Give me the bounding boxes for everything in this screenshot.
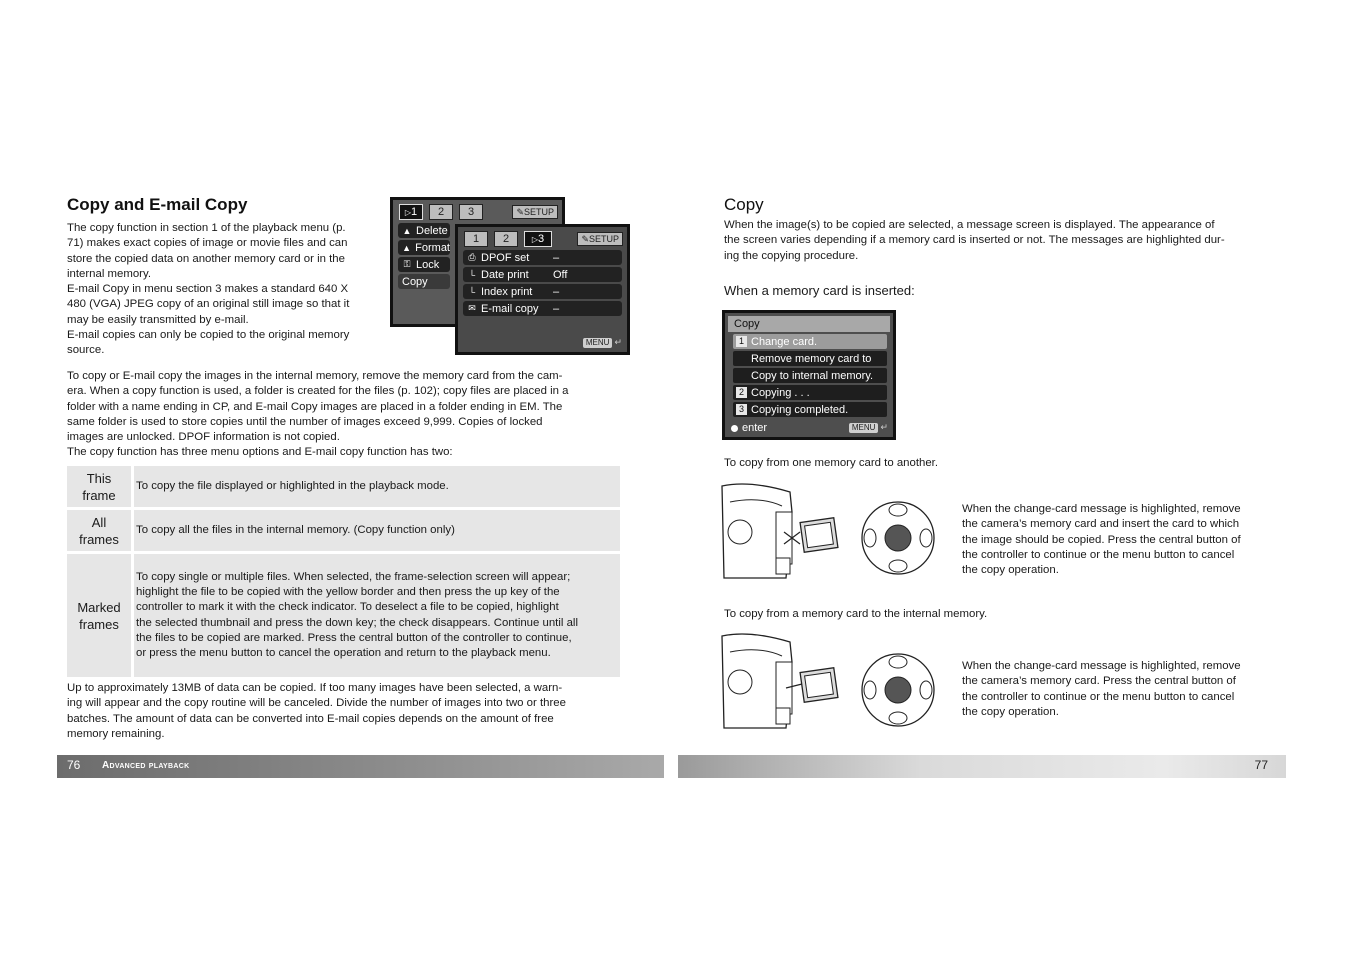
copy-step-row	[733, 351, 887, 366]
text-line: internal memory.	[67, 267, 151, 280]
page-title: Copy and E-mail Copy	[67, 195, 248, 214]
body-text	[67, 369, 627, 461]
text-line: the copy operation.	[962, 564, 1059, 577]
menu-button-badge: MENU	[583, 338, 613, 348]
text-line: the copy operation.	[962, 705, 1059, 718]
text-line: the controller to continue or the menu button to cancel	[962, 690, 1235, 703]
menu-item-date-print: └ Date print Off	[463, 267, 622, 282]
options-table	[67, 463, 620, 680]
text-line: batches. The amount of data can be converted into E-mail copies depends on the amount of free	[67, 712, 554, 725]
option-name-line: This	[86, 470, 112, 486]
option-name-line: frames	[79, 531, 119, 547]
printer-icon: ⎙	[468, 252, 476, 262]
text-line: images are unlocked. DPOF information is not copied.	[67, 431, 340, 444]
option-description-line: To copy all the files in the internal memory. (Copy function only)	[136, 523, 455, 536]
text-line: 71) makes exact copies of image or movie files and can	[67, 237, 348, 250]
option-description-line: the files to be copied are marked. Press the central button of the controller to continue,	[136, 631, 572, 644]
text-line: store the copied data on another memory card or in the	[67, 252, 345, 265]
text-line: era. When a copy function is used, a folder is created for the files (p. 102); copy files are placed in a	[67, 385, 569, 398]
option-name	[67, 510, 134, 551]
text-line: the screen varies depending if a memory card is inserted or not. The messages are highlighted dur-	[724, 234, 1225, 247]
card-to-card-heading: To copy from one memory card to another.	[724, 457, 938, 469]
text-line: E-mail Copy in menu section 3 makes a standard 640 X	[67, 283, 349, 296]
text-line: folder with a name ending in CP, and E-mail Copy images are placed in a folder ending in EM. The	[67, 400, 563, 413]
text-line: ing the copying procedure.	[724, 249, 859, 262]
card-to-internal-heading: To copy from a memory card to the internal memory.	[724, 608, 988, 620]
text-line: the camera’s memory card. Press the central button of	[962, 675, 1236, 688]
text-line: To copy or E-mail copy the images in the internal memory, remove the memory card from the cam-	[67, 370, 563, 382]
option-row	[67, 510, 620, 551]
text-line: the camera’s memory card and insert the card to which	[962, 518, 1240, 531]
text-line: The copy function has three menu options and E-mail copy function has two:	[67, 446, 453, 459]
sub-item-icon: └	[468, 269, 476, 280]
copy-step-row	[733, 402, 887, 417]
tab-2: 2	[494, 231, 518, 247]
step-text: Copying completed.	[751, 403, 849, 416]
screen-title: Copy	[728, 316, 890, 332]
text-line: source.	[67, 344, 105, 357]
option-name-line: frame	[82, 487, 116, 503]
option-description-line: highlight the file to be copied with the yellow border and then press the up key of the	[136, 585, 560, 598]
tab-3: ▷3	[524, 231, 552, 247]
footer-bar-right	[678, 755, 1286, 778]
option-description	[134, 554, 620, 677]
option-row	[67, 466, 620, 507]
section-title: Copy	[724, 195, 764, 214]
text-line: E-mail copies can only be copied to the original memory	[67, 329, 350, 342]
text-line: The copy function in section 1 of the playback menu (p.	[67, 222, 346, 234]
tab-1: ▷1	[399, 204, 423, 220]
option-description	[134, 466, 620, 507]
menu-button-badge: MENU	[849, 423, 879, 433]
footer-bar-left	[57, 755, 664, 778]
playback-menu-section3	[455, 224, 630, 355]
step-text: Copying . . .	[751, 386, 810, 399]
tab-3: 3	[459, 204, 483, 220]
warning-icon: ▲	[402, 242, 412, 253]
center-button-icon	[731, 425, 738, 432]
copy-step-row	[733, 385, 887, 400]
camera-card-remove-illustration	[720, 632, 940, 732]
subheading: When a memory card is inserted:	[724, 283, 915, 298]
option-name	[67, 466, 134, 507]
tab-2: 2	[429, 204, 453, 220]
option-description-line: To copy single or multiple files. When selected, the frame-selection screen will appear;	[136, 570, 571, 583]
page-number: 77	[1254, 758, 1268, 772]
menu-item-copy: Copy	[398, 274, 450, 289]
option-description-line: To copy the file displayed or highlighted in the playback mode.	[136, 479, 449, 492]
option-name	[67, 554, 134, 677]
text-line: the controller to continue or the menu button to cancel	[962, 548, 1235, 561]
text-line: same folder is used to store copies until the number of images exceed 9,999. Copies of locked	[67, 415, 543, 428]
option-description-line: the selected thumbnail and press the down key; the check disappears. Continue until all	[136, 616, 578, 629]
setup-tab: ✎SETUP	[512, 205, 558, 219]
tab-1: 1	[464, 231, 488, 247]
option-name-line: frames	[79, 616, 119, 632]
enter-hint: enter	[731, 422, 767, 434]
step-number: 3	[736, 404, 747, 415]
text-line: may be easily transmitted by e-mail.	[67, 313, 249, 326]
return-icon: ↵	[880, 422, 888, 432]
intro-text	[67, 221, 387, 359]
menu-item-email-copy: ✉ E-mail copy –	[463, 301, 622, 316]
copy-step-row	[733, 368, 887, 383]
option-description	[134, 510, 620, 551]
menu-item-lock: ⚿ Lock	[398, 257, 450, 272]
text-line: Up to approximately 13MB of data can be copied. If too many images have been selected, a warn-	[67, 682, 563, 694]
option-description-line: controller to mark it with the check indicator. To deselect a file to be copied, highlight	[136, 601, 559, 614]
sub-item-icon: └	[468, 286, 476, 297]
key-icon: ⚿	[403, 259, 411, 269]
option-name-line: All	[91, 514, 107, 530]
return-icon: ↵	[614, 337, 622, 347]
closing-text	[67, 681, 627, 742]
card-to-internal-description	[962, 659, 1241, 720]
section-label: Advanced playback	[102, 760, 190, 771]
option-description-line: or press the menu button to cancel the operation and return to the playback menu.	[136, 647, 551, 660]
menu-item-dpof-set: ⎙ DPOF set –	[463, 250, 622, 265]
option-row	[67, 554, 620, 677]
step-text: Remove memory card to	[751, 352, 872, 365]
text-line: ing will appear and the copy routine will be canceled. Divide the number of images into two or three	[67, 697, 566, 710]
page-number: 76	[67, 758, 81, 772]
text-line: 480 (VGA) JPEG copy of an original still image so that it	[67, 298, 350, 311]
warning-icon: ▲	[402, 225, 412, 236]
text-line: When the image(s) to be copied are selected, a message screen is displayed. The appearance of	[724, 219, 1215, 231]
text-line: memory remaining.	[67, 727, 165, 740]
option-name-line: Marked	[77, 599, 121, 615]
menu-item-delete: ▲ Delete	[398, 223, 450, 238]
envelope-icon: ✉	[468, 303, 476, 313]
setup-tab: ✎SETUP	[577, 232, 623, 246]
step-number: 2	[736, 387, 747, 398]
step-number: 1	[736, 336, 747, 347]
menu-item-index-print: └ Index print –	[463, 284, 622, 299]
copy-step-row	[733, 334, 887, 349]
text-line: When the change-card message is highlighted, remove	[962, 660, 1241, 672]
text-line: When the change-card message is highlighted, remove	[962, 503, 1241, 515]
copy-intro-text	[724, 218, 1284, 264]
camera-card-illustration	[720, 482, 940, 582]
menu-item-format: ▲ Format	[398, 240, 450, 255]
text-line: the image should be copied. Press the central button of	[962, 533, 1241, 546]
card-to-card-description	[962, 502, 1241, 578]
copy-message-screen	[722, 310, 896, 440]
step-text: Change card.	[751, 335, 818, 348]
step-text: Copy to internal memory.	[751, 369, 874, 382]
